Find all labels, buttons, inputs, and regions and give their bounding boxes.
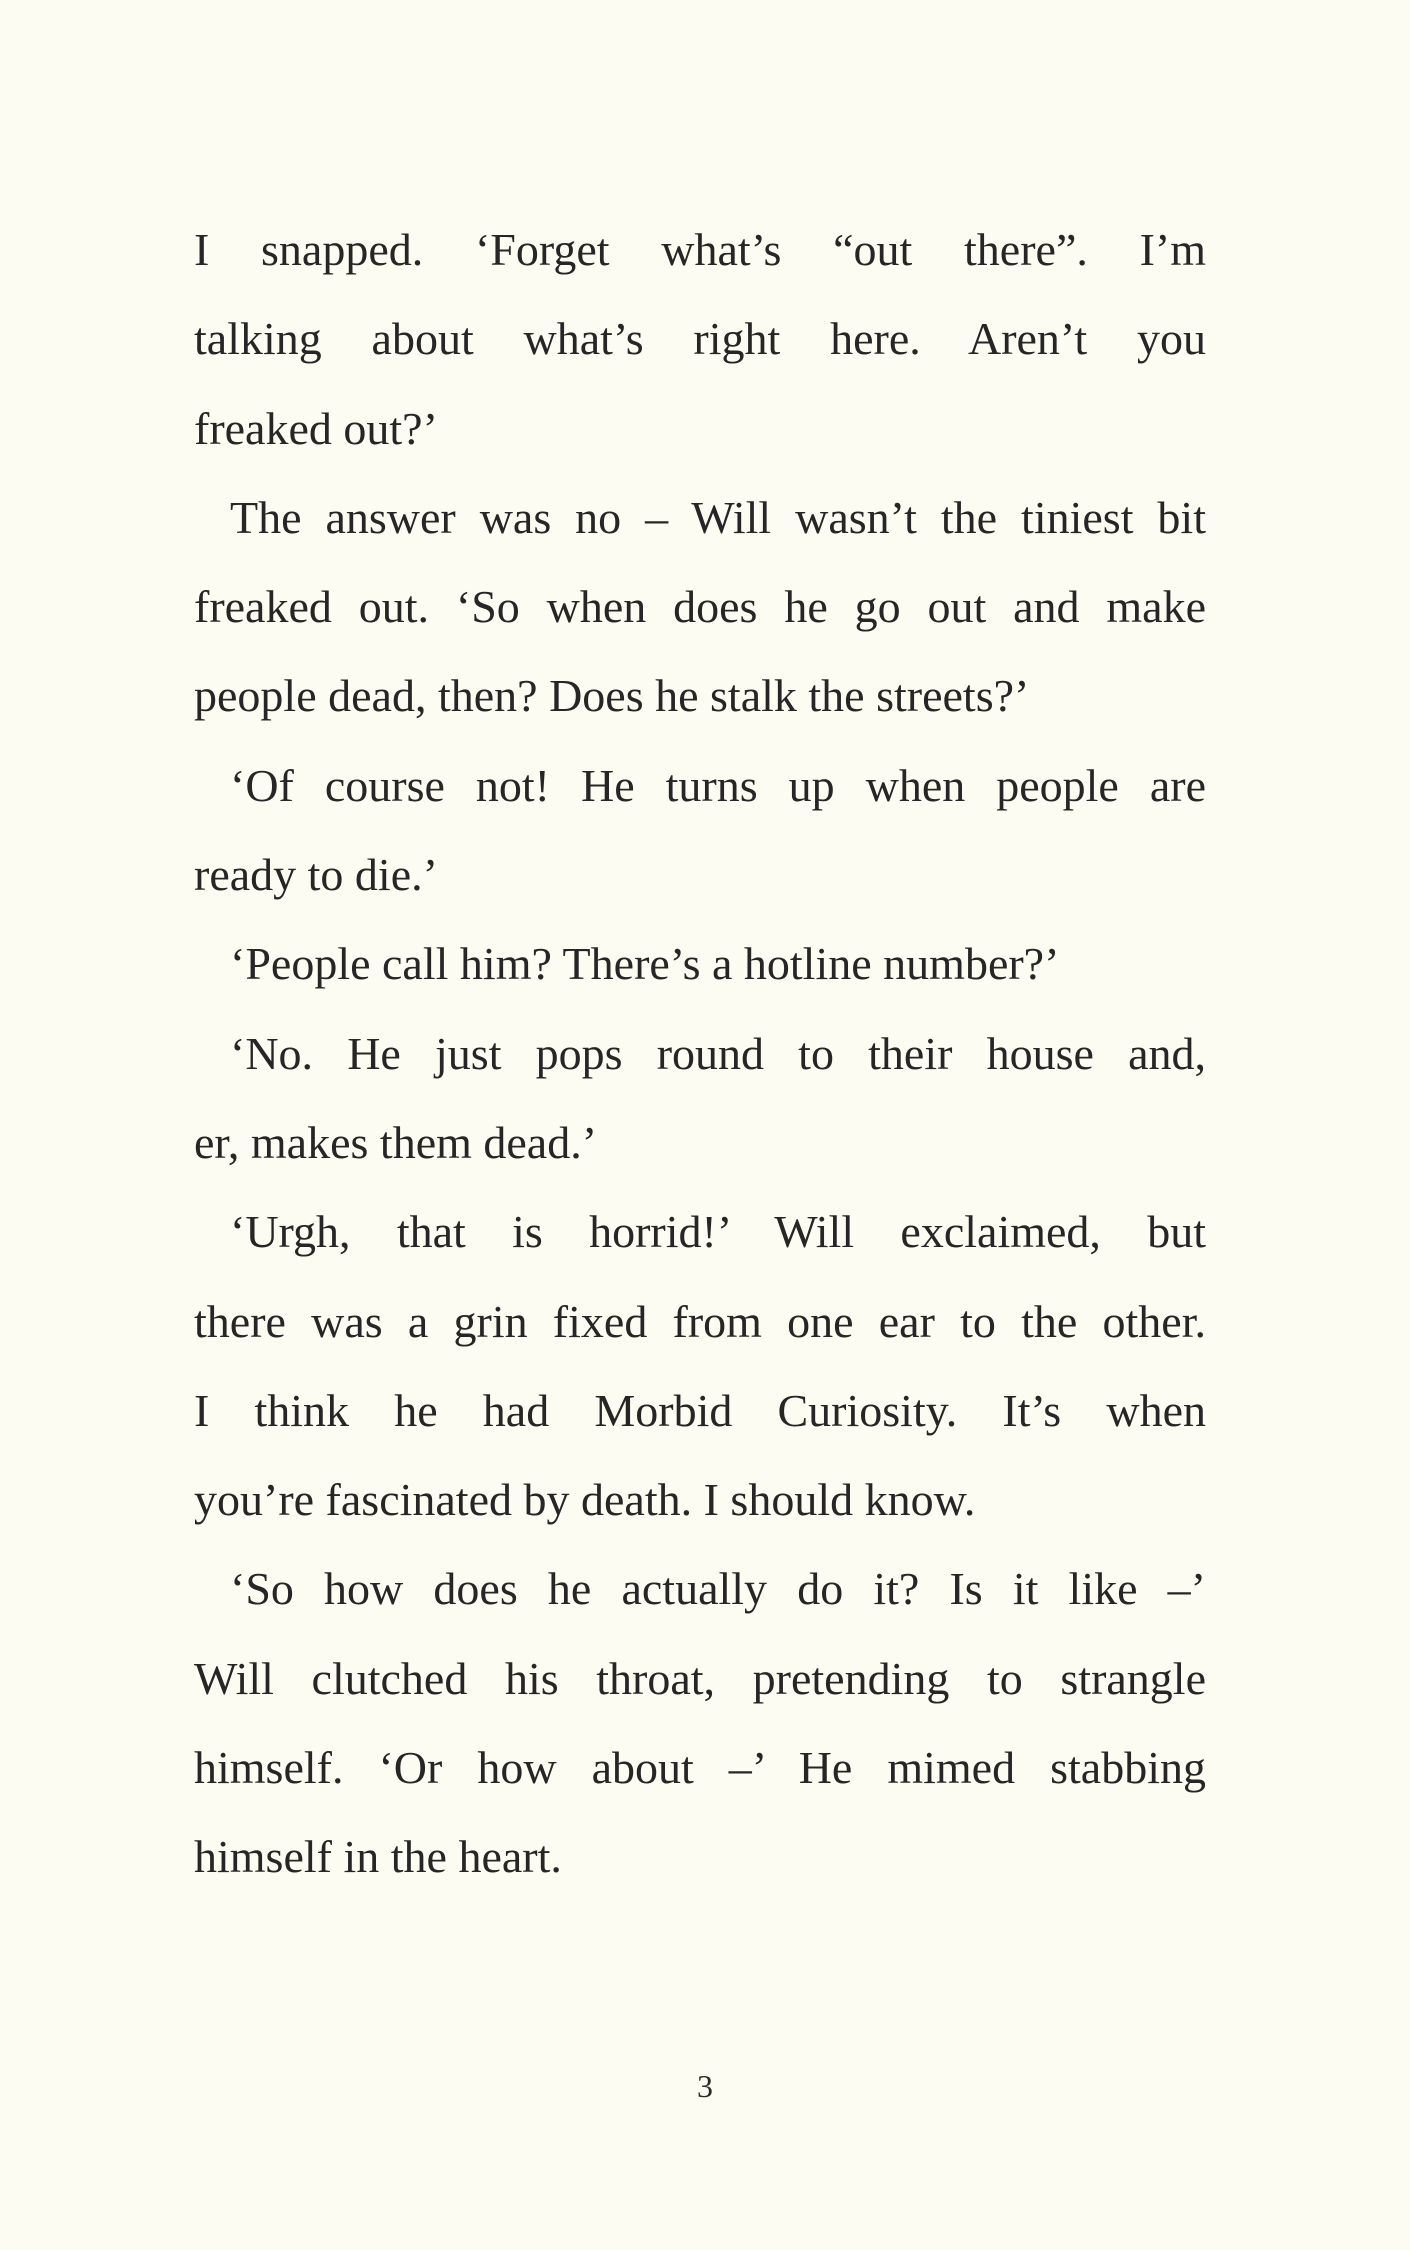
text-line: Will clutched his throat, pretending to strangle (194, 1652, 1206, 1704)
text-line: ‘No. He just pops round to their house and, (230, 1027, 1206, 1079)
text-line: The answer was no – Will wasn’t the tiniest bit (230, 491, 1206, 543)
text-line: er, makes them dead.’ (194, 1116, 598, 1168)
text-line: ‘People call him? There’s a hotline number?’ (230, 938, 1060, 990)
body-text (194, 205, 1206, 1902)
text-line: freaked out?’ (194, 402, 438, 454)
text-line: ‘Of course not! He turns up when people are (230, 759, 1206, 811)
text-line: there was a grin fixed from one ear to the other. (194, 1295, 1206, 1347)
text-line: ‘So how does he actually do it? Is it like –’ (230, 1563, 1206, 1615)
text-line: ready to die.’ (194, 849, 438, 901)
text-line: ‘Urgh, that is horrid!’ Will exclaimed, but (230, 1206, 1206, 1258)
text-line: you’re fascinated by death. I should know. (194, 1474, 976, 1526)
text-line: I think he had Morbid Curiosity. It’s when (194, 1384, 1206, 1436)
text-line: freaked out. ‘So when does he go out and make (194, 581, 1206, 633)
text-line: people dead, then? Does he stalk the streets?’ (194, 670, 1030, 722)
page-number: 3 (697, 2068, 713, 2104)
text-line: talking about what’s right here. Aren’t you (194, 313, 1206, 365)
text-line: himself. ‘Or how about –’ He mimed stabbing (194, 1742, 1206, 1794)
text-line: himself in the heart. (194, 1831, 562, 1883)
text-line: I snapped. ‘Forget what’s “out there”. I’m (194, 224, 1206, 275)
